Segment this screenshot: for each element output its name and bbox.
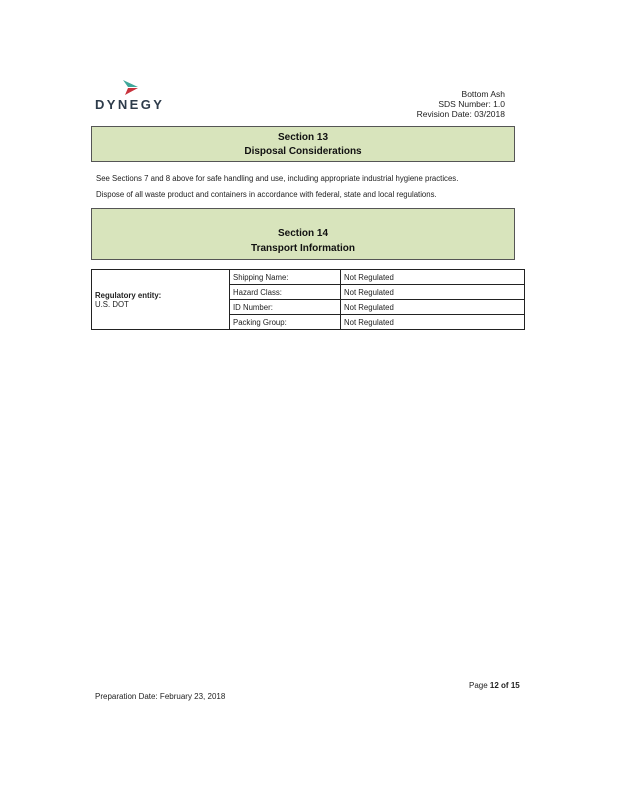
disposal-paragraph-1: See Sections 7 and 8 above for safe handling and use, including appropriate industrial hygiene practices. [96, 174, 459, 183]
field-label: Packing Group: [230, 315, 341, 330]
section-14-number: Section 14 [277, 228, 329, 239]
field-value: Not Regulated [341, 270, 525, 285]
page-of: of [498, 681, 511, 690]
field-label: ID Number: [230, 300, 341, 315]
transport-table [91, 269, 525, 330]
section-14-header [91, 208, 515, 260]
section-14-title: Transport Information [251, 243, 355, 254]
regulatory-entity-label: Regulatory entity: [95, 290, 162, 300]
page-total: 15 [510, 681, 520, 690]
section-13-number: Section 13 [277, 132, 329, 143]
sds-number: SDS Number: 1.0 [438, 99, 505, 109]
revision-date: Revision Date: 03/2018 [416, 109, 505, 119]
field-value: Not Regulated [341, 315, 525, 330]
field-label: Hazard Class: [230, 285, 341, 300]
disposal-paragraph-2: Dispose of all waste product and containers in accordance with federal, state and local regulations. [96, 190, 437, 199]
section-13-header [91, 126, 515, 162]
preparation-date: Preparation Date: February 23, 2018 [95, 692, 226, 701]
field-value: Not Regulated [341, 300, 525, 315]
field-value: Not Regulated [341, 285, 525, 300]
page-prefix: Page [469, 681, 490, 690]
regulatory-entity-cell [92, 270, 230, 330]
table-row [92, 270, 525, 285]
page-number [469, 681, 520, 690]
section-13-title: Disposal Considerations [244, 146, 362, 157]
dynegy-mark-icon [123, 80, 141, 96]
page-current: 12 [489, 681, 499, 690]
field-label: Shipping Name: [230, 270, 341, 285]
product-name: Bottom Ash [461, 89, 505, 99]
brand-name: DYNEGY [95, 97, 165, 112]
dynegy-logo [95, 80, 185, 115]
document-info [417, 89, 505, 119]
regulatory-entity-value: U.S. DOT [95, 299, 129, 309]
